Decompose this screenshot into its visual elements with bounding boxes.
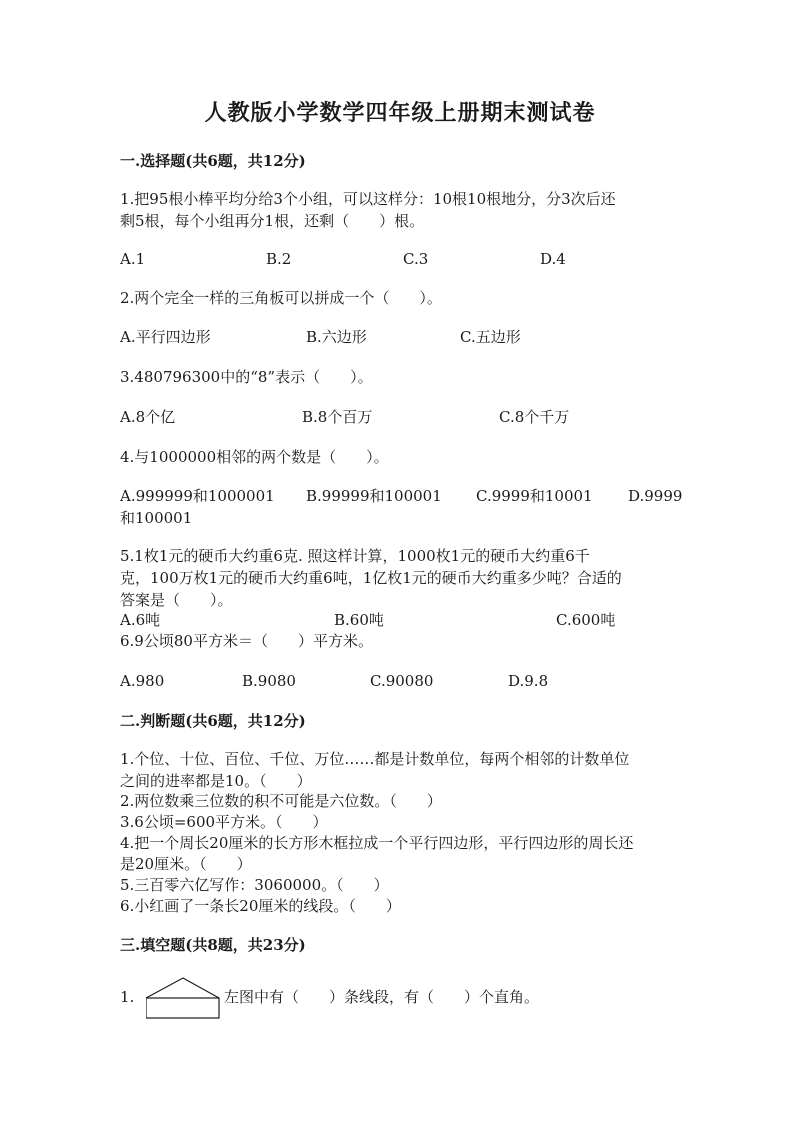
choice-q1-option-a: A.1	[120, 250, 146, 268]
judge-q4-line2: 是20厘米。（ ）	[120, 855, 252, 873]
judge-q4-line1: 4.把一个周长20厘米的长方形木框拉成一个平行四边形，平行四边形的周长还	[120, 834, 634, 852]
choice-q4-text: 4.与1000000相邻的两个数是（ ）。	[120, 448, 389, 466]
choice-q5-line2: 克，100万枚1元的硬币大约重6吨，1亿枚1元的硬币大约重多少吨？合适的	[120, 569, 622, 587]
judge-q2: 2.两位数乘三位数的积不可能是六位数。（ ）	[120, 792, 442, 810]
house-shape-figure	[146, 977, 222, 1021]
section-heading-fill: 三.填空题(共8题，共23分)	[120, 936, 306, 954]
choice-q1-option-d: D.4	[540, 250, 566, 268]
choice-q5-line3: 答案是（ ）。	[120, 591, 233, 609]
judge-q3: 3.6公顷=600平方米。（ ）	[120, 813, 328, 831]
rectangle-base	[146, 998, 219, 1018]
choice-q5-option-c: C.600吨	[556, 611, 616, 629]
choice-q2-option-a: A.平行四边形	[120, 328, 211, 346]
choice-q5-option-b: B.60吨	[334, 611, 384, 629]
choice-q5-line1: 5.1枚1元的硬币大约重6克. 照这样计算，1000枚1元的硬币大约重6千	[120, 547, 590, 565]
choice-q3-text: 3.480796300中的“8”表示（ ）。	[120, 368, 373, 386]
roof-lines	[146, 978, 219, 998]
choice-q4-option-b: B.99999和100001	[306, 487, 442, 505]
choice-q4-option-d: D.9999	[628, 487, 683, 505]
choice-q4-option-d-cont: 和100001	[120, 509, 193, 527]
choice-q4-option-a: A.999999和1000001	[120, 487, 275, 505]
choice-q1-option-c: C.3	[403, 250, 429, 268]
choice-q2-option-b: B.六边形	[306, 328, 367, 346]
judge-q1-line1: 1.个位、十位、百位、千位、万位……都是计数单位，每两个相邻的计数单位	[120, 750, 630, 768]
choice-q2-option-c: C.五边形	[460, 328, 521, 346]
choice-q6-option-d: D.9.8	[508, 672, 549, 690]
choice-q4-option-c: C.9999和10001	[476, 487, 593, 505]
choice-q5-option-a: A.6吨	[120, 611, 161, 629]
section-heading-judge: 二.判断题(共6题，共12分)	[120, 712, 306, 730]
choice-q2-text: 2.两个完全一样的三角板可以拼成一个（ ）。	[120, 289, 442, 307]
choice-q3-option-c: C.8个千万	[499, 408, 570, 426]
choice-q6-option-b: B.9080	[242, 672, 296, 690]
choice-q6-text: 6.9公顷80平方米＝（ ）平方米。	[120, 632, 373, 650]
judge-q6: 6.小红画了一条长20厘米的线段。（ ）	[120, 897, 401, 915]
fill-q1-text: 左图中有（ ）条线段，有（ ）个直角。	[224, 988, 540, 1006]
choice-q1-line1: 1.把95根小棒平均分给3个小组，可以这样分：10根10根地分，分3次后还	[120, 190, 616, 208]
section-heading-choice: 一.选择题(共6题，共12分)	[120, 152, 306, 170]
choice-q6-option-a: A.980	[120, 672, 165, 690]
fill-q1-number: 1.	[120, 988, 135, 1006]
choice-q3-option-b: B.8个百万	[302, 408, 373, 426]
choice-q6-option-c: C.90080	[370, 672, 434, 690]
page-title: 人教版小学数学四年级上册期末测试卷	[204, 100, 596, 126]
judge-q5: 5.三百零六亿写作：3060000。（ ）	[120, 876, 389, 894]
choice-q1-line2: 剩5根，每个小组再分1根，还剩（ ）根。	[120, 212, 425, 230]
choice-q1-option-b: B.2	[266, 250, 292, 268]
choice-q3-option-a: A.8个亿	[120, 408, 176, 426]
judge-q1-line2: 之间的进率都是10。（ ）	[120, 772, 312, 790]
